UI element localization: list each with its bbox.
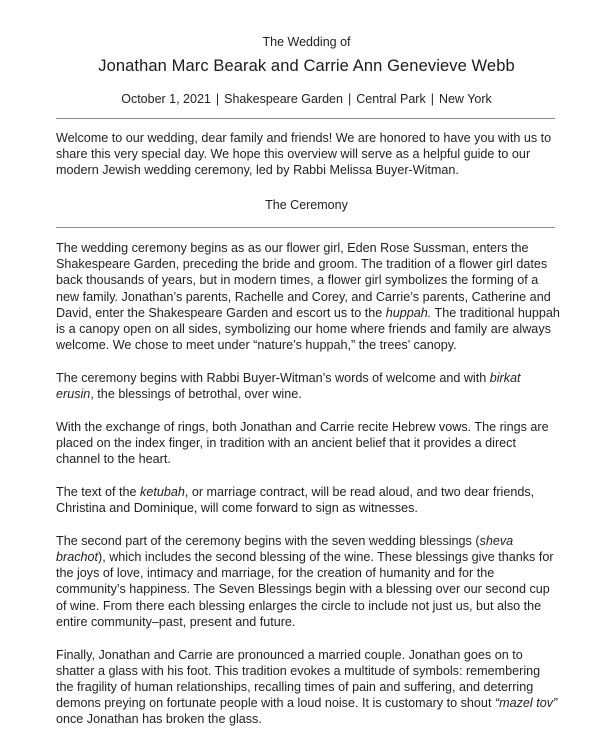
italic-term: sheva brachot (56, 533, 514, 565)
italic-term: ketubah (140, 484, 185, 499)
italic-term: “mazel tov” (494, 696, 558, 711)
separator: | (430, 92, 434, 106)
separator: | (347, 92, 352, 106)
couple-names: Jonathan Marc Bearak and Carrie Ann Genevieve Webb (98, 57, 515, 75)
program-header (0, 0, 613, 107)
pre-title: The Wedding of (262, 35, 351, 49)
text: The ceremony begins with Rabbi Buyer-Witman’s words of welcome and with (56, 370, 490, 385)
italic-term: huppah. (385, 305, 432, 320)
divider-top (56, 118, 555, 119)
welcome-intro (56, 130, 561, 195)
paragraph-rings (56, 419, 561, 468)
text: The wedding ceremony begins as as our flower girl, Eden Rose Sussman, enters the Shakespeare Garden, preceding the bride and groom. The tradition of a flower girl dates back thousands of years, but in modern times, a flower girl symbolizes the forming of a new family. Jonathan’s parents, Rachelle and Corey, and Carrie’s parents, Catherine and David, enter the Shakespeare Garden and escort us to the (56, 241, 551, 320)
text: The second part of the ceremony begins with the seven wedding blessings ( (56, 533, 480, 548)
text: ), which includes the second blessing of the wine. These blessings give thanks for the joys of love, intimacy and marriage, for the creation of humanity and for the community’s happiness. The Seven Blessings begin with a blessing over our second cup of wine. From there each blessing enlarges the circle to include not just us, but also the entire community–past, present and future. (56, 550, 554, 629)
section-title-ceremony: The Ceremony (265, 198, 348, 212)
italic-term: birkat erusin (56, 370, 521, 402)
intro-paragraph: Welcome to our wedding, dear family and friends! We are honored to have you with us to share this very special day. We hope this overview will serve as a helpful guide to our modern Jewish wedding ceremony, led by Rabbi Melissa Buyer-Witman. (56, 131, 552, 178)
event-venue: Shakespeare Garden (224, 92, 343, 106)
paragraph-welcome-blessing (56, 370, 561, 402)
text: once Jonathan has broken the glass. (56, 712, 262, 727)
ceremony-body (56, 240, 561, 744)
text: The traditional huppah is a canopy open on all sides, symbolizing our home where friends and family are always welcome. We chose to meet under “nature’s huppah,” the trees’ canopy. (56, 305, 560, 353)
text: , or marriage contract, will be read aloud, and two dear friends, Christina and Dominique, will come forward to sign as witnesses. (56, 484, 535, 516)
event-park: Central Park (356, 92, 426, 106)
text: , the blessings of betrothal, over wine. (90, 387, 302, 402)
divider-ceremony (56, 227, 555, 228)
separator: | (215, 92, 220, 106)
event-city: New York (438, 92, 492, 106)
text: With the exchange of rings, both Jonathan and Carrie recite Hebrew vows. The rings are placed on the index finger, in tradition with an ancient belief that it provides a direct channel to the heart. (56, 419, 549, 467)
event-date: October 1, 2021 (121, 92, 211, 106)
event-details (0, 91, 613, 107)
paragraph-ketubah (56, 484, 561, 516)
text: Finally, Jonathan and Carrie are pronounced a married couple. Jonathan goes on to shatter a glass with his foot. This tradition evokes a multitude of symbols: remembering the fragility of human relationships, recalling times of pain and suffering, and deterring demons preying on fortunate people with a loud noise. It is customary to shout (56, 647, 541, 711)
paragraph-flower-girl (56, 240, 561, 353)
text: The text of the (56, 484, 141, 499)
paragraph-seven-blessings (56, 533, 561, 630)
paragraph-breaking-glass (56, 647, 561, 728)
